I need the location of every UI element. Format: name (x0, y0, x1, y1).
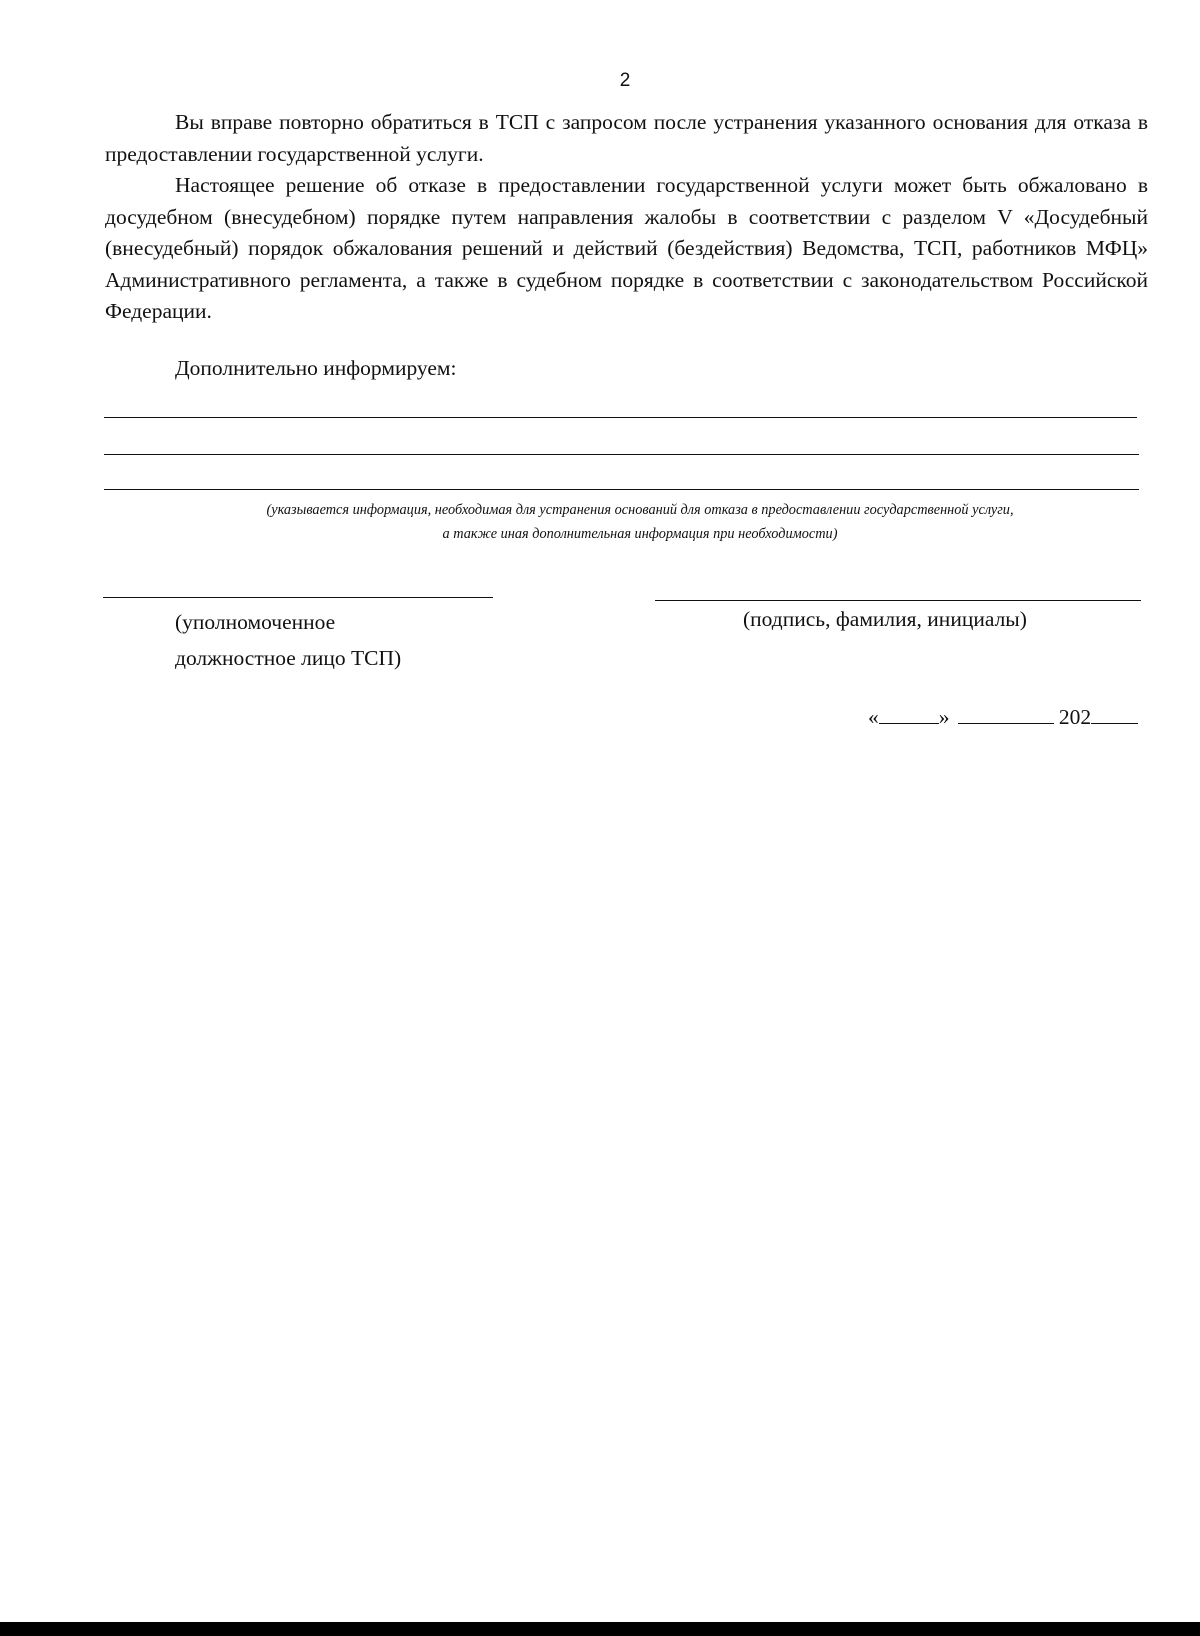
additional-info-hint (140, 498, 1140, 546)
hint-line: (указывается информация, необходимая для устранения оснований для отказа в предоставлении государственной услуги, (266, 502, 1014, 518)
official-label-line: (уполномоченное (175, 610, 336, 634)
day-blank (879, 703, 939, 724)
name-signature-line (655, 600, 1141, 601)
additional-info-label: Дополнительно информируем: (175, 356, 457, 380)
official-signature-line (103, 597, 493, 598)
additional-info-line (104, 417, 1137, 418)
date-close-quote: » (938, 705, 950, 729)
month-blank (958, 703, 1054, 724)
year-blank (1091, 703, 1138, 724)
additional-info-line (104, 489, 1139, 490)
official-label (175, 604, 505, 676)
date-field (868, 703, 1138, 730)
reapply-paragraph: Вы вправе повторно обратиться в ТСП с запросом после устранения указанного основания для отказа в предоставлении государственной услуги. (105, 110, 1148, 166)
date-open-quote: « (868, 705, 879, 729)
scan-edge-band (0, 1622, 1200, 1636)
official-label-line: должностное лицо ТСП) (175, 646, 402, 670)
page-number: 2 (619, 70, 631, 91)
appeal-paragraph: Настоящее решение об отказе в предоставлении государственной услуги может быть обжаловано в досудебном (внесудебном) порядке путем направления жалобы в соответствии с разделом V «Досудебный (внесудебный) порядок обжалования решений и действий (бездействия) Ведомства, ТСП, работников МФЦ» Административного регламента, а также в судебном порядке в соответствии с законодательством Российской Федерации. (105, 173, 1148, 323)
signature-label: (подпись, фамилия, инициалы) (743, 607, 1027, 631)
year-prefix: 202 (1058, 705, 1092, 729)
additional-info-line (104, 454, 1139, 455)
hint-line: а также иная дополнительная информация при необходимости) (442, 526, 838, 542)
